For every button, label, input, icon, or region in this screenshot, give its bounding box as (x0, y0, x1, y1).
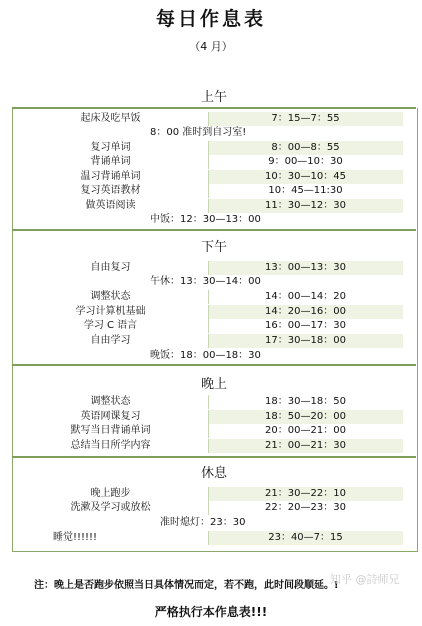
time-range: 20：00—21：00 (265, 425, 346, 436)
time-range: 21：00—21：30 (265, 440, 346, 451)
time-range: 7：15—7：55 (271, 113, 340, 124)
task-label: 调整状态 (90, 396, 131, 407)
meal-break-row: 晚饭：18：00—18：30 (150, 350, 261, 361)
task-label: 自由学习 (90, 335, 131, 346)
section-title-evening: 晚上 (200, 377, 227, 392)
table-row (13, 199, 415, 213)
task-label: 复习单词 (90, 142, 131, 153)
time-range: 21：30—22：10 (265, 488, 346, 499)
page-subtitle: （4 月） (189, 40, 233, 53)
footnote: 注：晚上是否跑步依照当日具体情况而定，若不跑，此时间段顺延。! (34, 580, 339, 591)
section-rule (12, 456, 416, 458)
task-label: 学习计算机基础 (75, 306, 146, 317)
task-label: 晚上跑步 (90, 488, 131, 499)
task-label: 默写当日背诵单词 (70, 425, 151, 436)
task-label: 调整状态 (90, 291, 131, 302)
schedule-note-row: 8：00 准时到自习室! (150, 127, 247, 138)
table-row (13, 487, 415, 501)
rest-break-row: 午休：13：30—14：00 (150, 276, 261, 287)
table-row (13, 319, 415, 333)
table-row (13, 531, 415, 545)
meal-break-row: 中饭：12：30—13：00 (150, 214, 261, 225)
table-row (13, 261, 415, 275)
section-title-morning: 上午 (200, 90, 227, 105)
section-rule (12, 229, 416, 231)
task-label: 起床及吃早饭 (80, 113, 141, 124)
time-range: 18：50—20：00 (265, 411, 346, 422)
task-label: 学习 C 语言 (83, 320, 138, 331)
task-label: 做英语阅读 (85, 200, 136, 211)
footer-slogan: 严格执行本作息表!!! (154, 605, 268, 619)
time-range: 14：00—14：20 (265, 291, 346, 302)
task-label: 总结当日所学内容 (70, 440, 151, 451)
task-label: 洗漱及学习或放松 (70, 502, 151, 513)
time-range: 23：40—7：15 (268, 532, 343, 543)
table-row (13, 410, 415, 424)
task-label: 睡觉!!!!!! (53, 532, 98, 543)
time-range: 8：00—8：55 (271, 142, 340, 153)
section-title-rest: 休息 (200, 466, 227, 481)
task-label: 复习英语教材 (80, 185, 141, 196)
task-label: 自由复习 (90, 262, 131, 273)
table-row (13, 439, 415, 453)
time-range: 22：20—23：30 (265, 502, 346, 513)
table-row (13, 305, 415, 319)
time-range: 10：30—10：45 (265, 171, 346, 182)
section-title-afternoon: 下午 (200, 240, 227, 255)
watermark: 知乎 @詩师兄 (330, 573, 400, 586)
time-range: 9：00—10：30 (268, 156, 343, 167)
section-rule (12, 107, 416, 109)
table-row (13, 290, 415, 304)
table-row (13, 334, 415, 348)
task-label: 背诵单词 (90, 156, 131, 167)
time-range: 14：20—16：00 (265, 306, 346, 317)
time-range: 18：30—18：50 (265, 396, 346, 407)
table-row (13, 141, 415, 155)
table-row (13, 184, 415, 198)
time-range: 10：45—11:30 (268, 185, 343, 196)
table-row (13, 170, 415, 184)
lights-out-row: 准时熄灯：23：30 (160, 517, 246, 528)
table-row (13, 155, 415, 169)
page-title: 每日作息表 (155, 8, 266, 30)
table-row (13, 424, 415, 438)
table-row (13, 112, 415, 126)
section-rule (12, 364, 416, 366)
table-row (13, 501, 415, 515)
time-range: 13：00—13：30 (265, 262, 346, 273)
time-range: 11：30—12：30 (265, 200, 346, 211)
time-range: 16：00—17：30 (265, 320, 346, 331)
time-range: 17：30—18：00 (265, 335, 346, 346)
task-label: 英语网课复习 (80, 411, 141, 422)
table-row (13, 395, 415, 409)
task-label: 温习背诵单词 (80, 171, 141, 182)
